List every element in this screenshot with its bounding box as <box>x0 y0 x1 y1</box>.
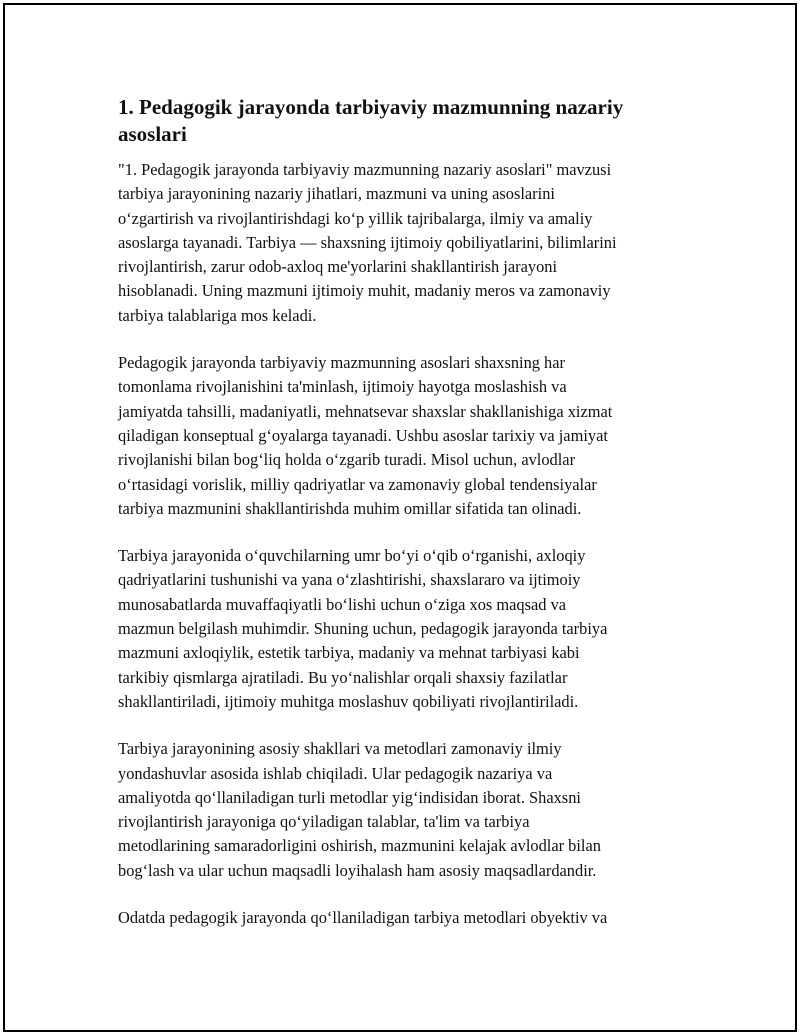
paragraph-5: Odatda pedagogik jarayonda qoʻllaniladigan tarbiya metodlari obyektiv va <box>118 908 608 928</box>
document-body <box>118 94 688 953</box>
paragraph-1: "1. Pedagogik jarayonda tarbiyaviy mazmunning nazariy asoslari" mavzusi tarbiya jarayonining nazariy jihatlari, mazmuni va uning asoslarini oʻzgartirish va rivojlantirishdagi koʻp yillik tajribalarga, ilmiy va amaliy asoslarga tayanadi. Tarbiya — shaxsning ijtimoiy qobiliyatlarini, bilimlarini rivojlantirish, zarur odob-axloq me'yorlarini shakllantirish jarayoni hisoblanadi. Uning mazmuni ijtimoiy muhit, madaniy meros va zamonaviy tarbiya talablariga mos keladi. <box>118 160 617 325</box>
document-title: 1. Pedagogik jarayonda tarbiyaviy mazmunning nazariy asoslari <box>118 95 624 146</box>
paragraph-4: Tarbiya jarayonining asosiy shakllari va metodlari zamonaviy ilmiy yondashuvlar asosida ishlab chiqiladi. Ular pedagogik nazariya va amaliyotda qoʻllaniladigan turli metodlar yigʻindisidan iborat. Shaxsni rivojlantirish jarayoniga qoʻyiladigan talablar, ta'lim va tarbiya metodlarining samaradorligini oshirish, mazmunini kelajak avlodlar bilan bogʻlash va ular uchun maqsadli loyihalash ham asosiy maqsadlardandir. <box>118 739 601 880</box>
paragraph-2: Pedagogik jarayonda tarbiyaviy mazmunning asoslari shaxsning har tomonlama rivojlanishini ta'minlash, ijtimoiy hayotga moslashish va jamiyatda tahsilli, madaniyatli, mehnatsevar shaxslar shakllanishiga xizmat qiladigan konseptual gʻoyalarga tayanadi. Ushbu asoslar tarixiy va jamiyat rivojlanishi bilan bogʻliq holda oʻzgarib turadi. Misol uchun, avlodlar oʻrtasidagi vorislik, milliy qadriyatlar va zamonaviy global tendensiyalar tarbiya mazmunini shakllantirishda muhim omillar sifatida tan olinadi. <box>118 353 613 518</box>
paragraph-3: Tarbiya jarayonida oʻquvchilarning umr boʻyi oʻqib oʻrganishi, axloqiy qadriyatlarini tushunishi va yana oʻzlashtirishi, shaxslararo va ijtimoiy munosabatlarda muvaffaqiyatli boʻlishi uchun oʻziga xos maqsad va mazmun belgilash muhimdir. Shuning uchun, pedagogik jarayonda tarbiya mazmuni axloqiylik, estetik tarbiya, madaniy va mehnat tarbiyasi kabi tarkibiy qismlarga ajratiladi. Bu yoʻnalishlar orqali shaxsiy fazilatlar shakllantiriladi, ijtimoiy muhitga moslashuv qobiliyati rivojlantiriladi. <box>118 546 608 711</box>
